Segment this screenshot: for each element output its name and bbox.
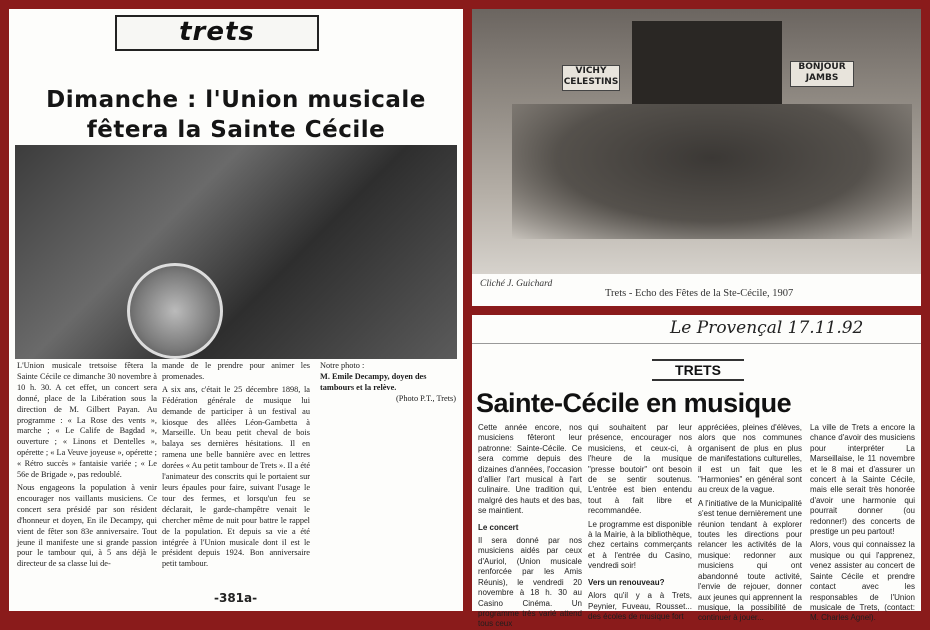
headline-line-2: fêtera la Sainte Cécile [86, 117, 386, 143]
paragraph: Alors qu'il y a à Trets, Peynier, Fuveau, Rousset... des écoles de musique fort [588, 591, 692, 621]
caption-text: M. Emile Decampy, doyen des tambours et la relève. [320, 371, 427, 392]
sign-right: BONJOUR JAMBS [790, 61, 854, 87]
right-newspaper-clipping [472, 315, 921, 629]
headline-line-1: Dimanche : l'Union musicale [46, 87, 426, 113]
article-column-1 [17, 361, 157, 570]
divider [472, 343, 921, 344]
paragraph: La ville de Trets a encore la chance d'avoir des musiciens pour interpréter La Marseillaise, le 11 novembre et le 8 mai et d'assurer un concert à la Sainte Cécile, mais elle serait très honorée d'avoir une harmonie qui pourrait donner (ou redonner!) des concerts de prestige un peu partout! [810, 423, 915, 537]
article-column-3 [698, 423, 802, 624]
article-column-1 [478, 423, 582, 630]
caption-label: Notre photo : [320, 361, 365, 370]
banner-text: trets [179, 17, 255, 47]
section-header: TRETS [652, 359, 744, 381]
sepia-photograph [472, 9, 921, 274]
sign-left: VICHY CELESTINS [562, 65, 620, 91]
trets-banner [115, 15, 319, 51]
photo-credit: Cliché J. Guichard [480, 279, 553, 289]
handwritten-source-note: Le Provençal 17.11.92 [670, 318, 864, 338]
photo-caption: Trets - Echo des Fêtes de la Ste-Cécile, 1907 [605, 288, 794, 299]
left-newspaper-clipping [9, 9, 463, 611]
drum-shape [127, 263, 223, 359]
page-folio: -381a- [214, 591, 258, 605]
paragraph: A l'initiative de la Municipalité s'est tenue dernièrement une réunion tendant à explorer toutes les directions pour relancer les activités de la musique: redonner aux musiciens qui ont abandonné toute activité, l'envie de rejouer, donner aux jeunes qui apprennent la musique, la possibilité de continuer à jouer... [698, 498, 802, 623]
paragraph: qui souhaitent par leur présence, encourager nos musiciens, et ceux-ci, à l'heure de la musique "presse boutoir" ont besoin de se sentir soutenus. L'entrée est bien entendu tout à fait libre et recommandée. [588, 423, 692, 516]
subheading: Le concert [478, 522, 519, 532]
historic-photo-panel [472, 9, 921, 306]
paragraph: Il sera donné par nos musiciens aidés par ceux d'Auriol, (Union musicale renforcée par les Amis Réunis), le vendredi 20 novembre à 18 h. 30 au Casino Cinéma. Un programme très varié attend tous ceux [478, 536, 582, 629]
musicians-crowd [512, 104, 912, 239]
paragraph: Cette année encore, nos musiciens fêteront leur patronne: Sainte-Cécile. Ce sera comme depuis des dizaines d'années, l'occasion d'allier l'art musical à l'art culinaire. Une tradition qui, malgré des hauts et des bas, se maintient. [478, 423, 582, 516]
paragraph: Nous engageons la population à venir encourager nos vaillants musiciens. Ce concert sera présidé par son résident d'honneur et doyen, En ile Decampy, qui vient de fêter son 83e anniversaire. Tout jeune il manifeste une si grande passion pour le tambour qui, à 5 ans déjà le directeur de sa classe lui de- [17, 482, 157, 569]
paragraph: mande de le prendre pour animer les promenades. [162, 361, 310, 381]
paragraph: Alors, vous qui connaissez la musique ou qui l'apprenez, venez assister au concert de Sainte Cécile et prendre contact avec les responsables de l'Union musicale de Trets, (contact: M. Charles Agnel). [810, 540, 915, 623]
drummers-photo [15, 145, 457, 359]
subheading: Vers un renouveau? [588, 577, 665, 587]
article-column-4 [810, 423, 915, 624]
photo-credit: (Photo P.T., Trets) [395, 393, 456, 403]
paragraph: L'Union musicale tretsoise fêtera la Sainte Cécile ce dimanche 30 novembre à 10 h. 30. A cet effet, un concert sera donné, place de la Libération sous la direction de M. Gilbert Payan. Au programme : « La Rose des vents », marche ; « Le Calife de Bagdad », ouverture ; « Linons et Dentelles », opérette ; « La Veuve joyeuse », opérette ; « Rétro succès » fantaisie variée ; « Le 56e de Brigade », pas redoublé. [17, 361, 157, 480]
paragraph: Le programme est disponible à la Mairie, à la bibliothèque, chez certains commerçants et à l'entrée du Casino, vendredi soir! [588, 519, 692, 571]
headline: Sainte-Cécile en musique [476, 388, 792, 418]
paragraph: appréciées, pleines d'élèves, alors que nos communes organisent de plus en plus de manifestations culturelles, il est un fait que les "Harmonies" en général sont au creux de la vague. [698, 423, 802, 495]
article-column-2 [162, 361, 310, 570]
paragraph: A six ans, c'était le 25 décembre 1898, la Fédération générale de musique lui demande de participer à un festival au kiosque des allées Léon-Gambetta à Marseille. Un beau petit cheval de bois balaya ses dernières hésitations. Il en ramena une belle bannière avec en lettres dorées « Au petit tambour de Trets ». Il a été l'animateur des conscrits qui le portaient sur leurs épaules pour faire, suivant l'usage le tour des fermes, et lorsqu'un feu se déclarait, le garde-champêtre venait le chercher même de nuit pour battre le rappel de la population. Et depuis sa vie a été intégrée à l'Union musicale dont il est le président depuis 1924. Bon anniversaire petit tambour. [162, 384, 310, 569]
article-column-2 [588, 423, 692, 622]
photo-caption [320, 361, 456, 405]
